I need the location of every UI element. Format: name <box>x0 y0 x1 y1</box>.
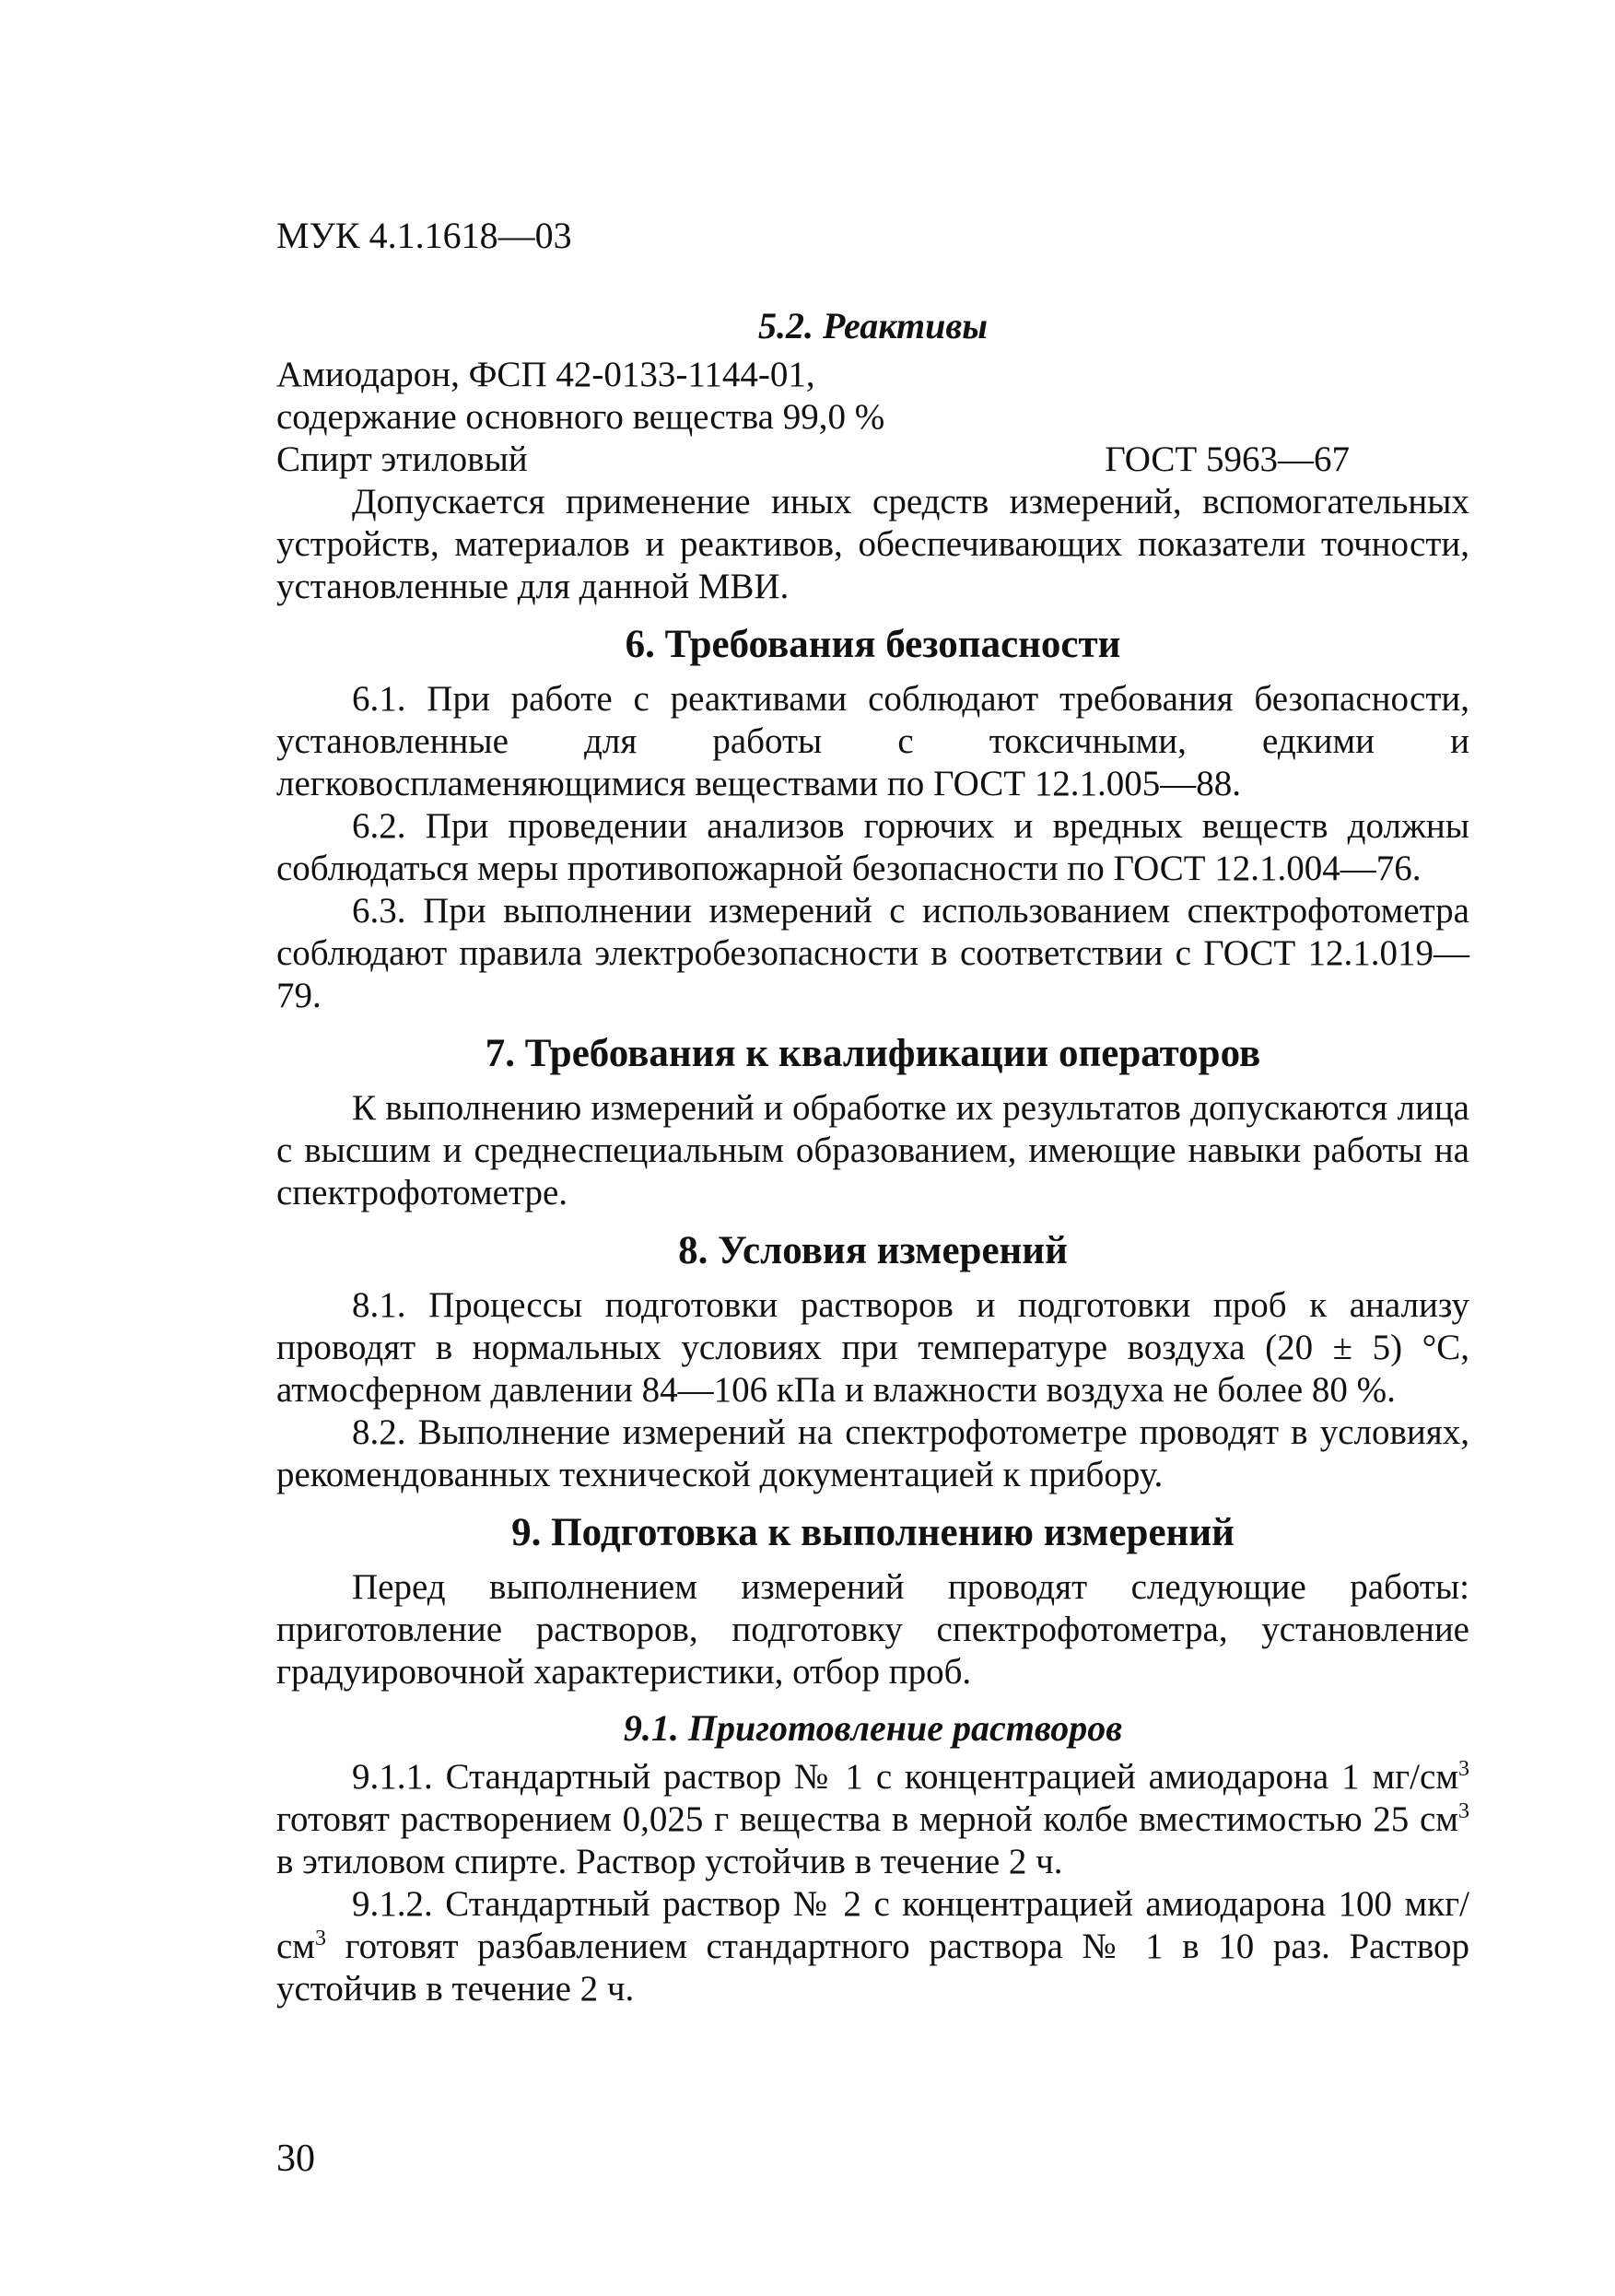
reagent-ethanol-standard: ГОСТ 5963—67 <box>1105 439 1350 479</box>
section-8-2: 8.2. Выполнение измерений на спектрофотометре проводят в условиях, рекомендованных технической документацией к прибору. <box>276 1412 1469 1494</box>
section-9-1-1-part-a: 9.1.1. Стандартный раствор № 1 с концентрацией амиодарона 1 мг/см <box>352 1757 1458 1797</box>
section-8-title: 8. Условия измерений <box>678 1229 1068 1272</box>
section-9-1-1-part-b: готовят растворением 0,025 г вещества в мерной колбе вместимостью 25 см <box>276 1799 1458 1839</box>
section-7-title: 7. Требования к квалификации операторов <box>485 1032 1261 1075</box>
section-9-1-title: 9.1. Приготовление растворов <box>623 1707 1123 1749</box>
section-6-3: 6.3. При выполнении измерений с использованием спектрофотометра соблюдают правила электробезопасности в соответствии с ГОСТ 12.1.019—79. <box>276 891 1469 1015</box>
section-9-1-1 <box>276 1756 1469 1883</box>
superscript-3: 3 <box>1458 1799 1469 1823</box>
section-6-2: 6.2. При проведении анализов горючих и вредных веществ должны соблюдаться меры противопожарной безопасности по ГОСТ 12.1.004—76. <box>276 806 1469 888</box>
section-9-1-1-part-c: в этиловом спирте. Раствор устойчив в течение 2 ч. <box>276 1842 1063 1881</box>
section-9-1-2-part-a: 9.1.2. Стандартный раствор № 2 с концентрацией амиодарона 100 мкг/см <box>276 1884 1469 1966</box>
section-9-1-2-part-b: готовят разбавлением стандартного раствора № 1 в 10 раз. Раствор устойчив в течение 2 ч. <box>276 1927 1469 2009</box>
section-8-1: 8.1. Процессы подготовки растворов и подготовки проб к анализу проводят в нормальных условиях при температуре воздуха (20 ± 5) °С, атмосферном давлении 84—106 кПа и влажности воздуха не более 80 %. <box>276 1285 1469 1410</box>
section-9-intro: Перед выполнением измерений проводят следующие работы: приготовление растворов, подготовку спектрофотометра, установление градуировочной характеристики, отбор проб. <box>276 1567 1469 1692</box>
superscript-3: 3 <box>1458 1757 1469 1781</box>
reagent-amiodarone-line1: Амиодарон, ФСП 42-0133-1144-01, <box>276 355 815 394</box>
superscript-3: 3 <box>315 1927 326 1950</box>
page-number: 30 <box>276 2138 315 2180</box>
reagent-ethanol-name: Спирт этиловый <box>276 439 528 479</box>
section-7-text: К выполнению измерений и обработке их результатов допускаются лица с высшим и среднеспециальным образованием, имеющие навыки работы на спектрофотометре. <box>276 1088 1469 1212</box>
section-9-1-2 <box>276 1883 1469 2010</box>
section-5-2-note: Допускается применение иных средств измерений, вспомогательных устройств, материалов и реактивов, обеспечивающих показатели точности, установленные для данной МВИ. <box>276 482 1469 606</box>
section-6-1: 6.1. При работе с реактивами соблюдают требования безопасности, установленные для работы с токсичными, едкими и легковоспламеняющимися веществами по ГОСТ 12.1.005—88. <box>276 679 1469 803</box>
section-9-title: 9. Подготовка к выполнению измерений <box>511 1511 1235 1554</box>
document-code: МУК 4.1.1618—03 <box>276 215 572 256</box>
section-6-title: 6. Требования безопасности <box>625 623 1121 666</box>
page-content <box>276 304 1469 2010</box>
document-page <box>276 0 1474 2296</box>
reagent-ethanol-row <box>276 439 1469 481</box>
section-5-2-title: 5.2. Реактивы <box>758 305 988 346</box>
reagent-amiodarone-line2: содержание основного вещества 99,0 % <box>276 397 885 437</box>
